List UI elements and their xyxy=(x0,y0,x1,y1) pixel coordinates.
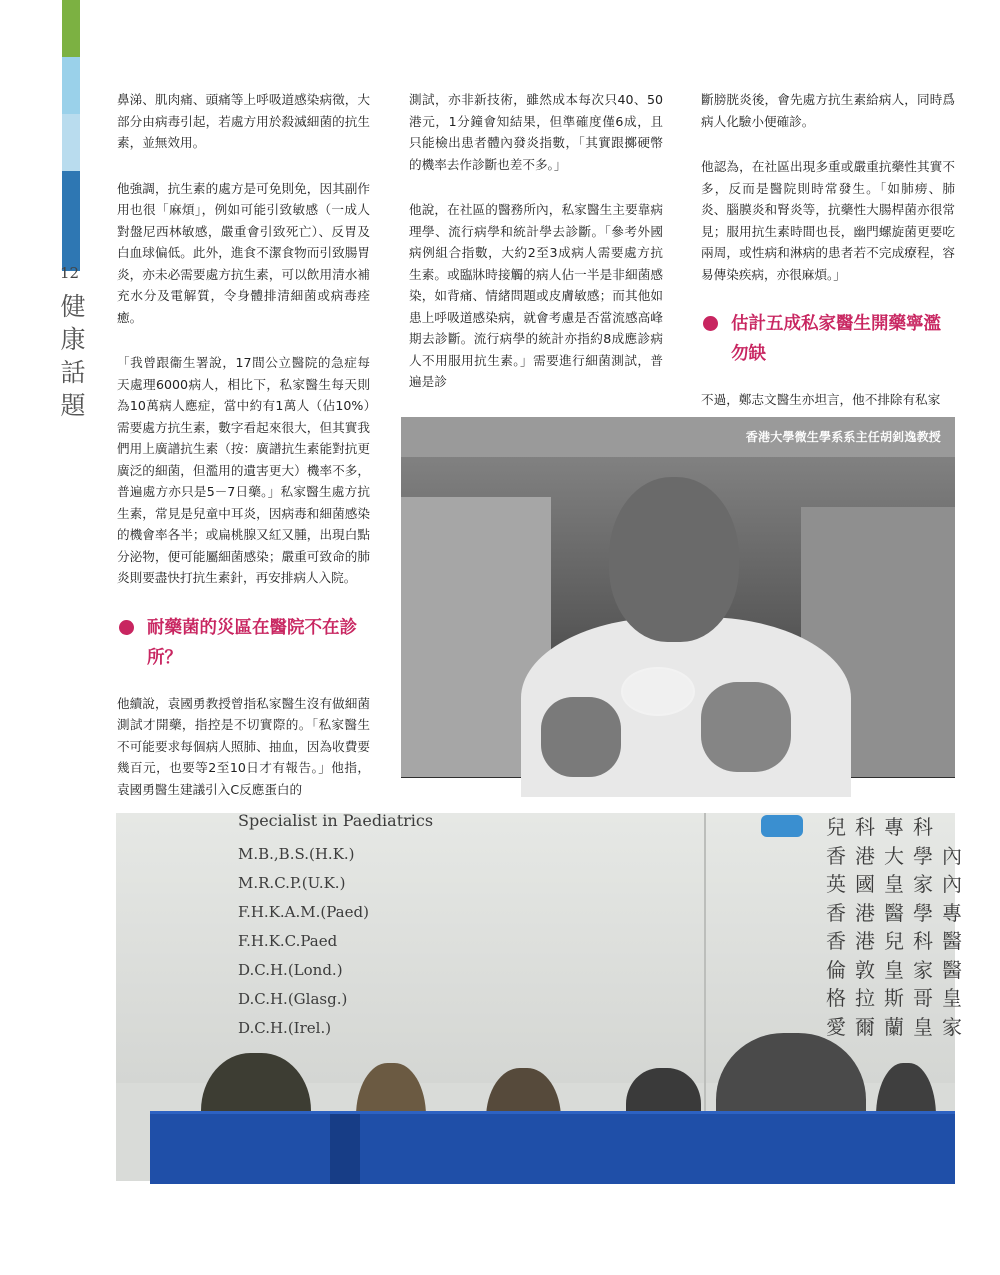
qualification: M.B.,B.S.(H.K.) xyxy=(238,845,355,863)
color-band-light-blue xyxy=(62,57,80,114)
bullet-dot-icon xyxy=(119,620,134,635)
color-band-pale-blue xyxy=(62,114,80,171)
paragraph: 「我曾跟衞生署說，17間公立醫院的急症每天處理6000病人，相比下，私家醫生每天則為10萬病人應症，當中約有1萬人（佔10%）需要處方抗生素，數字看起來很大，但其實我們用上廣譜抗生素（按：廣譜抗生素能對抗更廣泛的細菌，但濫用的遺害更大）機率不多，普遍處方亦只是5－7日藥。」私家醫生處方抗生素，常見是兒童中耳炎，因病毒和細菌感染的機會率各半；或扁桃腺又紅又腫，出現白點分泌物，便可能屬細菌感染；嚴重可致命的肺炎則要盡快打抗生素針，再安排病人入院。 xyxy=(117,355,370,585)
professor-head xyxy=(609,477,739,642)
qualification: M.R.C.P.(U.K.) xyxy=(238,874,346,892)
qualifications-list xyxy=(238,813,433,1043)
waiting-bench xyxy=(150,1111,955,1184)
paragraph: 測試，亦非新技術，雖然成本每次只40、50港元，1分鐘會知結果，但準確度僅6成，且只能檢出患者體內發炎指數，「其實跟擲硬幣的機率去作診斷也差不多。」 xyxy=(409,92,663,172)
subheading xyxy=(701,309,955,369)
bench-gap xyxy=(330,1114,360,1184)
professor-hand xyxy=(541,697,621,777)
chinese-qualifications-list xyxy=(826,813,971,1041)
page-number: 12 xyxy=(60,264,80,282)
chinese-qualification: 愛爾蘭皇家 xyxy=(826,1014,971,1039)
chinese-qualification: 兒科專科 xyxy=(826,815,942,839)
article-column-2 xyxy=(409,89,663,393)
color-band-green xyxy=(62,0,80,57)
bullet-dot-icon xyxy=(703,316,718,331)
chinese-qualification: 香港醫學專 xyxy=(826,900,971,925)
paragraph: 他說，在社區的醫務所內，私家醫生主要靠病理學、流行病學和統計學去診斷。「參考外國病例組合指數，大約2至3成病人需要處方抗生素。或臨牀時接觸的病人佔一半是非細菌感染，如背痛、情緒問題或皮膚敏感；而其他如患上呼吸道感染病，就會考慮是否當流感高峰期去診斷。流行病學的統計亦指約8成應診病人不用服用抗生素。」需要進行細菌測試，普遍是診 xyxy=(409,202,663,389)
chinese-qualification: 格拉斯哥皇 xyxy=(826,986,971,1010)
professor-lab-photo xyxy=(401,417,955,778)
qualification: F.H.K.A.M.(Paed) xyxy=(238,903,369,921)
subheading-text: 耐藥菌的災區在醫院不在診所？ xyxy=(147,617,357,668)
paragraph: 斷膀胱炎後，會先處方抗生素給病人，同時爲病人化驗小便確診。 xyxy=(701,92,955,129)
subheading xyxy=(117,613,370,673)
paragraph: 不過，鄭志文醫生亦坦言，他不排除有私家 xyxy=(701,392,941,407)
article-column-1 xyxy=(117,89,370,800)
paragraph: 他強調，抗生素的處方是可免則免，因其副作用也很「麻煩」，例如可能引致敏感（一成人對盤尼西林敏感，嚴重會引致死亡）、反胃及白血球偏低。此外，進食不潔食物而引致腸胃炎，亦未必需要處方抗生素，可以飲用清水補充水分及電解質，令身體排清細菌或病毒痊癒。 xyxy=(117,180,370,325)
qualification: D.C.H.(Glasg.) xyxy=(238,990,348,1008)
chinese-qualification: 英國皇家內 xyxy=(826,872,971,896)
qualification: D.C.H.(Lond.) xyxy=(238,961,343,979)
article-column-3 xyxy=(701,89,955,411)
qualification: D.C.H.(Irel.) xyxy=(238,1019,332,1037)
chinese-qualification: 香港兒科醫 xyxy=(826,929,971,953)
photo-caption: 香港大學微生學系系主任胡釗逸教授 xyxy=(745,430,941,444)
color-band-blue xyxy=(62,171,80,271)
paragraph: 他認為，在社區出現多重或嚴重抗藥性其實不多，反而是醫院則時常發生。「如肺痨、肺炎、腦膜炎和腎炎等，抗藥性大腸桿菌亦很常見；服用抗生素時間也長，幽門螺旋菌更要吃兩周，或性病和淋病的患者若不完成療程，容易傳染疾病，亦很麻煩。」 xyxy=(701,159,955,282)
qualification: F.H.K.C.Paed xyxy=(238,932,338,950)
paragraph: 鼻涕、肌肉痛、頭痛等上呼吸道感染病徵，大部分由病毒引起，若處方用於殺滅細菌的抗生素，並無效用。 xyxy=(117,92,370,150)
specialty-heading: Specialist in Paediatrics xyxy=(238,811,434,830)
clinic-window-photo xyxy=(116,811,971,1181)
clinic-logo xyxy=(761,815,803,837)
chinese-qualification: 香港大學內 xyxy=(826,843,971,868)
subheading-text: 估計五成私家醫生開藥寧濫勿缺 xyxy=(731,314,941,364)
paragraph: 他續說，袁國勇教授曾指私家醫生沒有做細菌測試才開藥，指控是不切實際的。「私家醫生不可能要求每個病人照肺、抽血，因為收費要幾百元，也要等2至10日才有報告。」他指，袁國勇醫生建議引入C反應蛋白的 xyxy=(117,695,370,797)
professor-hand xyxy=(701,682,791,772)
petri-dish xyxy=(621,667,695,716)
section-label: 健康話題 xyxy=(60,292,86,420)
chinese-qualification: 倫敦皇家醫 xyxy=(826,957,971,982)
